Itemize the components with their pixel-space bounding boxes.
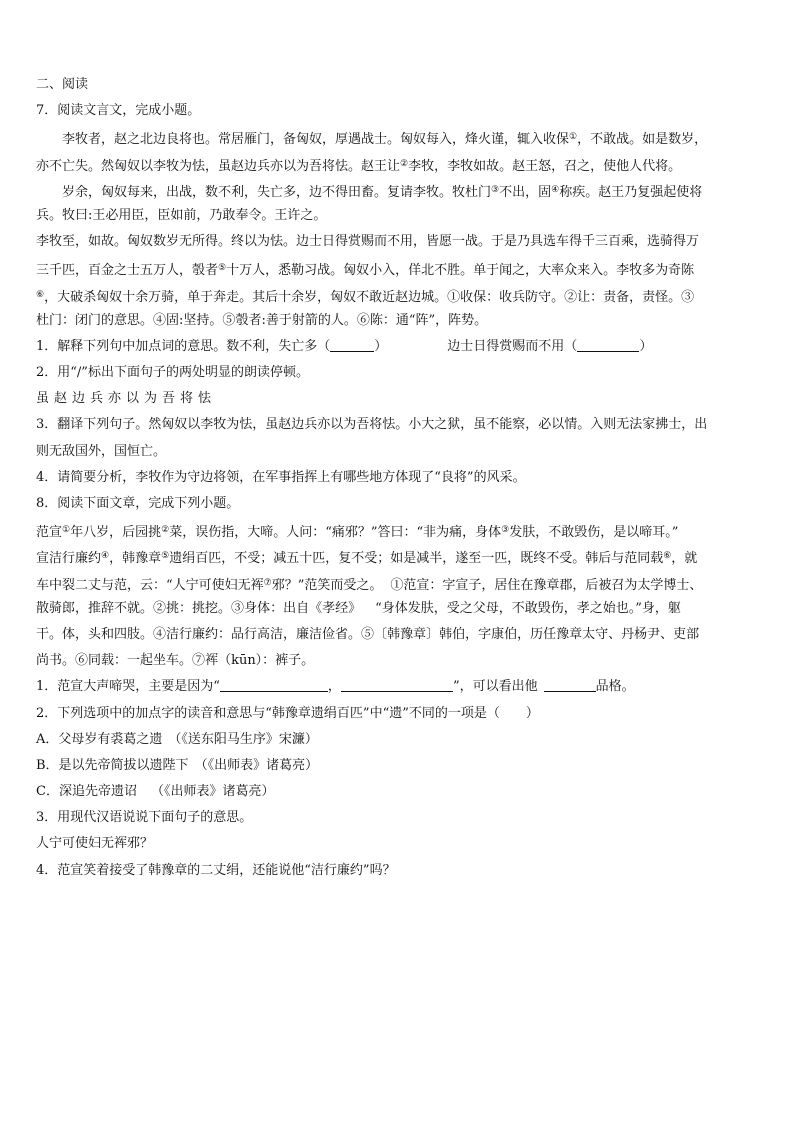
q8-sub3-sentence: 人宁可使妇无裈邪？: [36, 836, 154, 852]
footnote-mark: ②: [400, 158, 409, 169]
q8-notes-line: 干。体，头和四肢。④洁行廉约：品行高洁，廉洁俭省。⑤〔韩豫章〕韩伯，字康伯，历任豫章太守、丹杨尹、吏部: [36, 626, 700, 642]
footnote-mark: ①: [62, 525, 71, 536]
footnote-mark: ⑤: [161, 551, 170, 562]
q7-passage-line: 兵。牧曰:王必用臣，臣如前，乃敢奉令。王许之。: [36, 207, 327, 223]
q7-title: 7．阅读文言文，完成小题。: [36, 103, 201, 119]
footnote-num: ③: [681, 289, 695, 305]
q7-passage-line: 亦不亡失。然匈奴以李牧为怯，虽赵边兵亦以为吾将怯。赵王让②李牧，李牧如故。赵王怒，召之，使他人代将。: [36, 158, 682, 174]
answer-blank[interactable]: [577, 337, 639, 352]
footnote-num: ①: [447, 289, 461, 305]
q8-sub4: 4．范宣笑着接受了韩豫章的二丈绢，还能说他“洁行廉约”吗？: [36, 862, 396, 878]
footnote-mark: ①: [569, 132, 578, 143]
q8-passage-line: 车中裂二丈与范，云：“人宁可使妇无裈⑦邪？”范笑而受之。 ①范宣：字宣子，居住在豫章郡，后被召为太学博士、: [36, 577, 703, 593]
footnote-mark: ⑤: [218, 263, 227, 274]
footnote-num: ⑤: [222, 312, 236, 328]
q8-sub3: 3．用现代汉语说说下面句子的意思。: [36, 810, 253, 826]
q7-sub2: 2．用“/”标出下面句子的两处明显的朗读停顿。: [36, 365, 309, 381]
q8-notes-line: 散骑郎，推辞不就。②挑：挑挖。③身体：出自《孝经》 “身体发肤，受之父母，不敢毁伤，孝之始也。”身，躯: [36, 600, 681, 616]
footnote-num: ②: [153, 600, 167, 616]
answer-blank[interactable]: [544, 677, 596, 692]
q7-sub1: 1．解释下列句中加点词的意思。数不利，失亡多（ ） 边士日得赏赐而不用（ ）: [36, 338, 653, 354]
footnote-num: ④: [153, 626, 167, 642]
footnote-mark: ④: [101, 551, 110, 562]
q7-sub2-sentence: 虽赵边兵亦以为吾将怯: [36, 391, 217, 407]
q8-title: 8．阅读下面文章，完成下列小题。: [36, 496, 240, 511]
footnote-num: ⑤: [361, 626, 375, 642]
footnote-mark: ③: [491, 184, 500, 195]
option-b: B．是以先帝简拔以遗陛下 （《出师表》诸葛亮）: [36, 757, 319, 773]
footnote-num: ②: [564, 289, 578, 305]
q8-passage-line: 范宣①年八岁，后园挑②菜，误伤指，大啼。人问：“痛邪？”答曰：“非为痛，身体③发肤，不敢毁伤，是以啼耳。”: [36, 525, 679, 541]
footnote-num: ④: [153, 312, 167, 328]
footnote-mark: ④: [551, 184, 560, 195]
footnote-mark: ⑦: [263, 577, 272, 588]
q8-sub1: 1．范宣大声啼哭，主要是因为“ ， ”，可以看出他 品格。: [36, 679, 635, 695]
answer-blank[interactable]: [341, 677, 453, 692]
section-heading: 二、阅读: [36, 77, 89, 92]
q8-notes-line: 尚书。⑥同载：一起坐车。⑦裈（kūn）：裤子。: [36, 653, 315, 669]
answer-blank[interactable]: [220, 677, 328, 692]
q7-sub3-cont: 则无敌国外，国恒亡。: [36, 443, 167, 459]
q7-passage-line: ⑥，大破杀匈奴十余万骑，单于奔走。其后十余岁，匈奴不敢近赵边城。①收保：收兵防守。②让：责备，责怪。③: [36, 289, 695, 305]
q7-sub3: 3．翻译下列句子。然匈奴以李牧为怯，虽赵边兵亦以为吾将怯。小大之狱，虽不能察，必以情。入则无法家拂士，出: [36, 417, 708, 433]
q7-notes-line: 杜门：闭门的意思。④固:坚持。⑤彀者:善于射箭的人。⑥陈：通“阵”，阵势。: [36, 312, 488, 328]
q8-passage-line: 宣洁行廉约④，韩豫章⑤遗绢百匹，不受；减五十匹，复不受；如是减半，遂至一匹，既终不受。韩后与范同载⑥，就: [36, 551, 698, 567]
q8-sub2: 2．下列选项中的加点字的读音和意思与“韩豫章遗绢百匹”中“遗”不同的一项是（ ）: [36, 705, 539, 721]
q7-sub4: 4．请简要分析，李牧作为守边将领，在军事指挥上有哪些地方体现了“良将”的风采。: [36, 469, 526, 485]
option-a: A．父母岁有裘葛之遗 （《送东阳马生序》宋濂）: [36, 731, 318, 747]
footnote-num: ⑥: [75, 653, 89, 669]
q7-passage-line: 李牧者，赵之北边良将也。常居雁门，备匈奴，厚遇战士。匈奴每入，烽火谨，辄入收保①，不敢战。如是数岁，: [62, 132, 708, 148]
q7-passage-line: 岁余，匈奴每来，出战，数不利，失亡多，边不得田畜。复请李牧。牧杜门③不出，固④称疾。赵王乃复强起使将: [62, 184, 703, 200]
footnote-num: ③: [231, 600, 245, 616]
footnote-num: ⑦: [192, 653, 206, 669]
footnote-mark: ②: [161, 525, 170, 536]
q7-passage-line: 三千匹，百金之士五万人，彀者⑤十万人，悉勒习战。匈奴小入，佯北不胜。单于闻之，大率众来入。李牧多为奇陈: [36, 263, 695, 279]
option-c: C．深追先帝遗诏 （《出师表》诸葛亮）: [36, 784, 275, 800]
q7-passage-line: 李牧至，如故。匈奴数岁无所得。终以为怯。边士日得赏赐而不用，皆愿一战。于是乃具选车得千三百乘，选骑得万: [36, 234, 700, 250]
footnote-num: ①: [390, 577, 404, 593]
footnote-mark: ⑥: [36, 289, 45, 300]
footnote-mark: ③: [501, 525, 510, 536]
answer-blank[interactable]: [330, 337, 374, 352]
footnote-mark: ⑥: [663, 551, 672, 562]
footnote-num: ⑥: [356, 312, 370, 328]
